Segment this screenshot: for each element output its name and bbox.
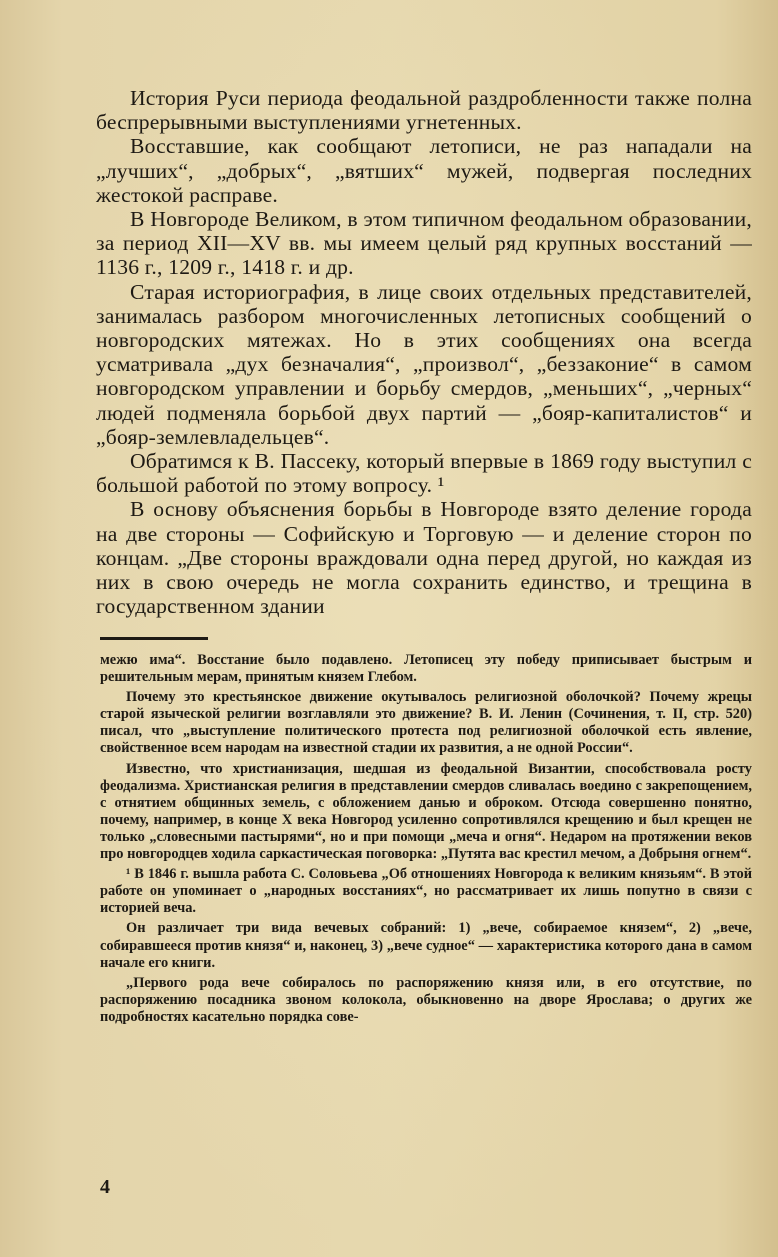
footnote-paragraph: Почему это крестьянское движение окутывалось религиозной оболочкой? Почему жрецы старой языческой религии возглавляли это движение? В. И. Ленин (Сочинения, т. II, стр. 520) писал, что „выступление политического протеста под религиозной оболочкой есть явление, свойственное всем народам на известной стадии их развития, а не одной России“. — [100, 689, 752, 757]
main-text — [96, 86, 752, 618]
footnotes — [100, 652, 752, 1029]
paragraph: Старая историография, в лице своих отдельных представителей, занималась разбором многочисленных летописных сообщений о новгородских мятежах. Но в этих сообщениях она всегда усматривала „дух безначалия“, „произвол“, „беззаконие“ в самом новгородском управлении и борьбу смердов, „меньших“, „черных“ людей подменяла борьбой двух партий — „бояр-капиталистов“ и „бояр-землевладельцев“. — [96, 279, 752, 449]
footnote-paragraph: межю има“. Восстание было подавлено. Летописец эту победу приписывает быстрым и решительным мерам, принятым князем Глебом. — [100, 652, 752, 686]
paragraph: Обратимся к В. Пассеку, который впервые в 1869 году выступил с большой работой по этому вопросу. ¹ — [96, 449, 752, 498]
footnote-separator — [100, 637, 208, 640]
footnote-paragraph: Он различает три вида вечевых собраний: 1) „вече, собираемое князем“, 2) „вече, собиравшееся против князя“ и, наконец, 3) „вече судное“ — характеристика которого дана в самом начале его книги. — [100, 920, 752, 971]
paragraph: История Руси периода феодальной раздробленности также полна беспрерывными выступлениями угнетенных. — [96, 86, 752, 135]
footnote-paragraph: ¹ В 1846 г. вышла работа С. Соловьева „Об отношениях Новгорода к великим князьям“. В этой работе он упоминает о „народных восстаниях“, но рассматривает их лишь попутно в связи с историей веча. — [100, 866, 752, 917]
footnote-paragraph: Известно, что христианизация, шедшая из феодальной Византии, способствовала росту феодализма. Христианская религия в представлении смердов сливалась воедино с закрепощением, с отнятием общинных земель, с обложением данью и оброком. Отсюда совершенно понятно, почему, например, в конце X века Новгород усиленно сопротивлялся крещению и был крещен не только „словесными пастырями“, но и при помощи „меча и огня“. Недаром на протяжении веков про новгородцев ходила саркастическая поговорка: „Путята вас крестил мечом, а Добрыня огнем“. — [100, 760, 752, 863]
paragraph: Восставшие, как сообщают летописи, не раз нападали на „лучших“, „добрых“, „вятших“ мужей, подвергая последних жестокой расправе. — [96, 134, 752, 207]
paragraph: В Новгороде Великом, в этом типичном феодальном образовании, за период XII—XV вв. мы имеем целый ряд крупных восстаний — 1136 г., 1209 г., 1418 г. и др. — [96, 207, 752, 280]
paragraph: В основу объяснения борьбы в Новгороде взято деление города на две стороны — Софийскую и Торговую — и деление сторон по концам. „Две стороны враждовали одна перед другой, но каждая из них в свою очередь не могла сохранить единство, и трещина в государственном здании — [96, 497, 752, 619]
footnote-paragraph: „Первого рода вече собиралось по распоряжению князя или, в его отсутствие, по распоряжению посадника звоном колокола, обыкновенно на дворе Ярослава; о других же подробностях касательно порядка сове- — [100, 974, 752, 1025]
page-number: 4 — [100, 1176, 110, 1198]
